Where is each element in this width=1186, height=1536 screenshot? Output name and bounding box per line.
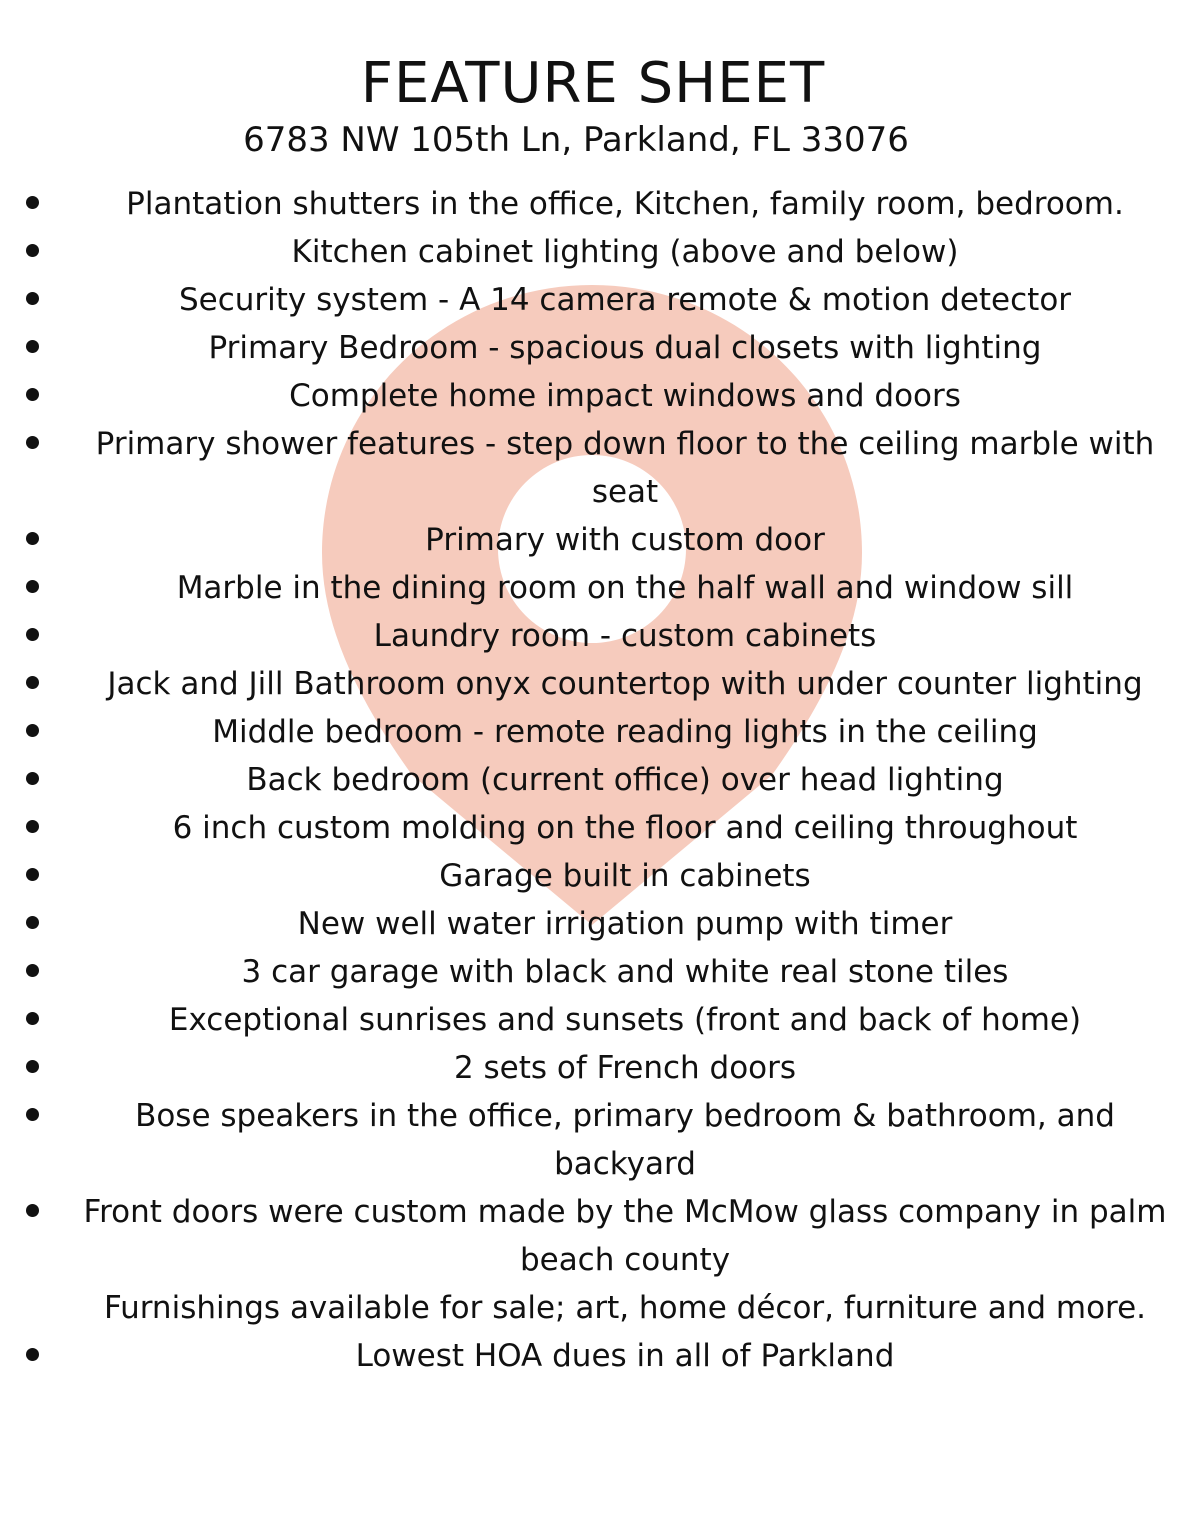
feature-text: Laundry room - custom cabinets	[373, 618, 877, 654]
feature-text: 6 inch custom molding on the floor and ceiling throughout	[172, 810, 1078, 846]
feature-item	[0, 1332, 1186, 1380]
bullet-icon	[26, 388, 39, 401]
feature-item	[0, 756, 1186, 804]
feature-item	[0, 708, 1186, 756]
bullet-icon	[26, 340, 39, 353]
feature-item	[0, 564, 1186, 612]
feature-text: Kitchen cabinet lighting (above and below)	[291, 234, 959, 270]
feature-text: Plantation shutters in the office, Kitchen, family room, bedroom.	[126, 186, 1124, 222]
feature-item	[0, 1092, 1186, 1188]
feature-text: Security system - A 14 camera remote & motion detector	[178, 282, 1072, 318]
feature-item	[0, 276, 1186, 324]
feature-text: Front doors were custom made by the McMow glass company in palm beach county	[83, 1194, 1167, 1278]
feature-item	[0, 900, 1186, 948]
feature-text: New well water irrigation pump with timer	[297, 906, 953, 942]
bullet-icon	[26, 1204, 39, 1217]
bullet-icon	[26, 820, 39, 833]
feature-text: Exceptional sunrises and sunsets (front and back of home)	[168, 1002, 1082, 1038]
feature-item	[0, 660, 1186, 708]
feature-text: 2 sets of French doors	[453, 1050, 797, 1086]
feature-text: Marble in the dining room on the half wall and window sill	[176, 570, 1074, 606]
furnishings-note	[0, 1284, 1186, 1332]
bullet-icon	[26, 436, 39, 449]
feature-item	[0, 180, 1186, 228]
bullet-icon	[26, 868, 39, 881]
bullet-icon	[26, 1012, 39, 1025]
feature-item	[0, 372, 1186, 420]
feature-text: Primary shower features - step down floor to the ceiling marble with seat	[95, 426, 1155, 510]
feature-text: Primary with custom door	[425, 522, 825, 558]
bullet-icon	[26, 772, 39, 785]
feature-item	[0, 948, 1186, 996]
property-address: 6783 NW 105th Ln, Parkland, FL 33076	[243, 120, 909, 160]
feature-text: Bose speakers in the office, primary bedroom & bathroom, and backyard	[135, 1098, 1115, 1182]
feature-item	[0, 852, 1186, 900]
feature-text: Back bedroom (current office) over head lighting	[246, 762, 1004, 798]
bullet-icon	[26, 1060, 39, 1073]
note-text: Furnishings available for sale; art, home décor, furniture and more.	[103, 1290, 1147, 1326]
bullet-icon	[26, 964, 39, 977]
bullet-icon	[26, 676, 39, 689]
feature-text: Lowest HOA dues in all of Parkland	[355, 1338, 895, 1374]
feature-text: Middle bedroom - remote reading lights in the ceiling	[212, 714, 1038, 750]
feature-item	[0, 612, 1186, 660]
bullet-icon	[26, 292, 39, 305]
feature-text: Complete home impact windows and doors	[289, 378, 961, 414]
feature-text: Garage built in cabinets	[439, 858, 811, 894]
feature-list	[0, 180, 1186, 1380]
bullet-icon	[26, 916, 39, 929]
bullet-icon	[26, 580, 39, 593]
feature-item	[0, 324, 1186, 372]
feature-text: Primary Bedroom - spacious dual closets with lighting	[208, 330, 1042, 366]
bullet-icon	[26, 628, 39, 641]
bullet-icon	[26, 196, 39, 209]
feature-text: 3 car garage with black and white real stone tiles	[241, 954, 1009, 990]
bullet-icon	[26, 724, 39, 737]
feature-item	[0, 1188, 1186, 1284]
feature-item	[0, 804, 1186, 852]
feature-item	[0, 420, 1186, 516]
feature-item	[0, 1044, 1186, 1092]
page-title: FEATURE SHEET	[360, 51, 826, 116]
bullet-icon	[26, 1348, 39, 1361]
bullet-icon	[26, 1108, 39, 1121]
feature-item	[0, 228, 1186, 276]
feature-item	[0, 996, 1186, 1044]
feature-text: Jack and Jill Bathroom onyx countertop with under counter lighting	[107, 666, 1143, 702]
bullet-icon	[26, 532, 39, 545]
feature-item	[0, 516, 1186, 564]
bullet-icon	[26, 244, 39, 257]
